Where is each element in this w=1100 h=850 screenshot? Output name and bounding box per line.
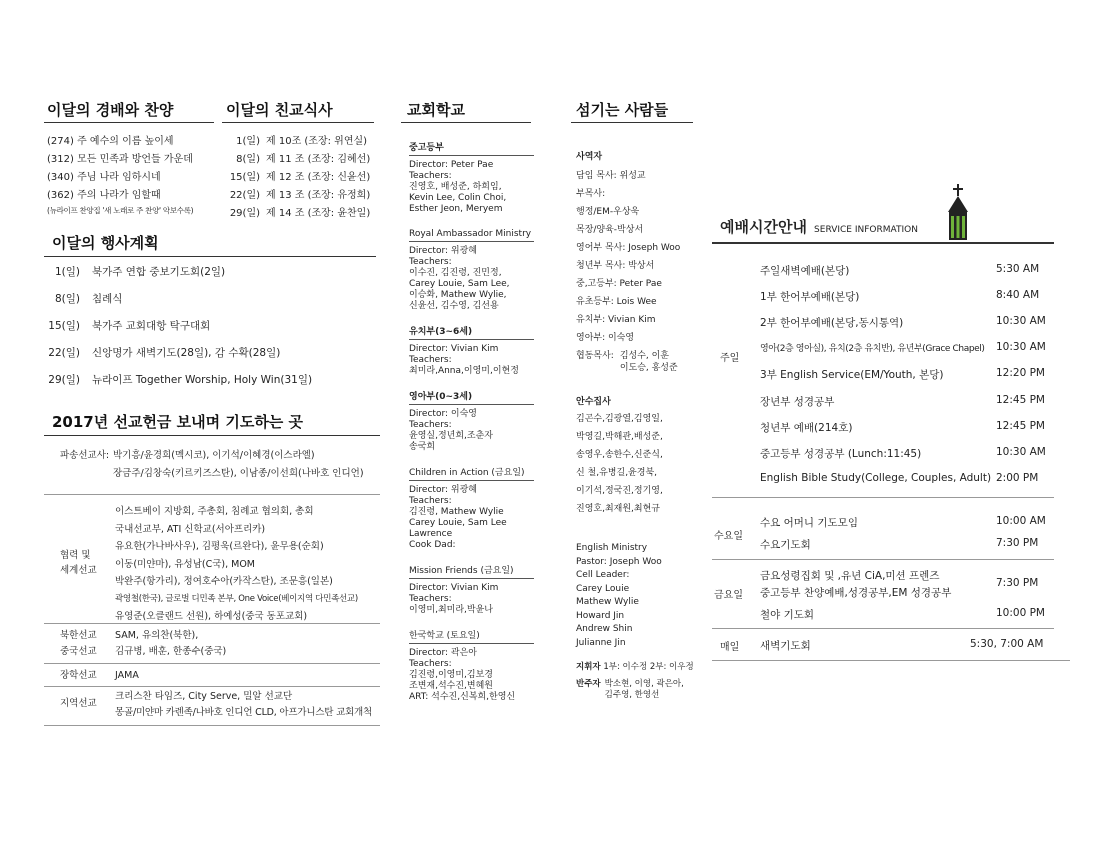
line: 김진령,이영미,김보경: [409, 670, 493, 680]
line: Director: Peter Pae: [409, 160, 494, 170]
events-title: 이달의 행사계획: [52, 234, 159, 252]
worship-title: 이달의 경배와 찬양: [47, 101, 174, 119]
line: Kevin Lee, Colin Choi,: [409, 193, 507, 203]
list-item: 신 철,유병길,윤경북,: [576, 468, 657, 478]
school-group: [409, 229, 534, 312]
list-item: 담임 목사: 위성교: [576, 171, 646, 181]
line: ART: 석수진,신복희,한영신: [409, 692, 516, 702]
list-item: 영어부 목사: Joseph Woo: [576, 243, 681, 253]
list-item: 박영길,박해관,배성준,: [576, 432, 663, 442]
list-item: 이동(미얀마), 유성남(C국), MOM: [115, 558, 256, 570]
line: 송국희: [409, 442, 436, 452]
list-item: 박완주(항가리), 정여호수아(카작스탄), 조문흥(일본): [115, 576, 333, 587]
service-name: 철야 기도회: [760, 609, 815, 621]
line: 신윤선, 김수영, 김선용: [409, 301, 499, 311]
list-item: 송영우,송한수,신준식,: [576, 450, 663, 460]
list-item: 1(일) 북가주 연합 중보기도회(2일): [54, 266, 226, 278]
line: Teachers:: [409, 420, 452, 430]
line: Andrew Shin: [576, 624, 633, 634]
group-name: 한국학교 (토요일): [409, 628, 534, 644]
line: 진영호, 배성준, 하희임,: [409, 182, 502, 192]
list-item: 국내선교부, ATI 신학교(서아프리카): [115, 523, 266, 535]
list-item: 유영준(오클랜드 선원), 하예성(중국 동포교회): [115, 611, 308, 622]
line: Julianne Jin: [576, 637, 626, 648]
nk-text: SAM, 유의찬(북한),: [115, 630, 199, 641]
line: Cook Dad:: [409, 540, 456, 550]
service-time: 5:30 AM: [996, 263, 1040, 275]
missions-title: 2017년 선교헌금 보내며 기도하는 곳: [52, 413, 304, 431]
school-group: [409, 465, 534, 551]
line: Carey Louie: [576, 583, 630, 594]
service-time: 10:30 AM: [996, 315, 1046, 327]
line: Director: 위광혜: [409, 246, 477, 256]
group-name: Mission Friends (금요일): [409, 563, 534, 579]
school-group: [409, 389, 534, 453]
line: Pastor: Joseph Woo: [576, 556, 662, 567]
coop-list: [115, 503, 358, 626]
line: 김진령, Mathew Wylie: [409, 507, 504, 517]
service-name: 중고등부 찬양예배,성경공부,EM 성경공부: [760, 587, 952, 599]
service-name: 수요기도회: [760, 539, 811, 551]
list-item: (312) 모든 민족과 방언들 가운데: [47, 154, 193, 165]
line: Howard Jin: [576, 610, 625, 621]
list-item: 15(일) 제 12 조 (조장: 신윤선): [229, 172, 371, 183]
fellowship-list: [222, 133, 382, 223]
line: Teachers:: [409, 257, 452, 267]
group-name: 유치부(3~6세): [409, 324, 534, 340]
list-item: 22(일) 신앙명가 새벽기도(28일), 감 수확(28일): [48, 347, 281, 359]
list-item: 8(일) 침례식: [54, 293, 123, 305]
school-groups: [409, 140, 534, 703]
line: Carey Louie, Sam Lee,: [409, 279, 510, 289]
line: Teachers:: [409, 659, 452, 669]
line: Carey Louie, Sam Lee: [409, 518, 507, 528]
service-name: 영아(2층 영아실), 유치(2층 유치반), 유년부(Grace Chapel): [760, 344, 985, 354]
fellowship-title: 이달의 친교식사: [226, 101, 333, 119]
school-group: [409, 563, 534, 616]
staff-head: 사역자: [576, 152, 603, 162]
assoc-pastors: 협동목사: 김성수, 이훈 이도승, 홍성준: [576, 351, 678, 373]
line: 최미라,Anna,이영미,이현정: [409, 366, 519, 376]
line: Teachers:: [409, 355, 452, 365]
list-item: 29(일) 뉴라이프 Together Worship, Holy Win(31일): [48, 374, 313, 386]
line: Lawrence: [409, 529, 453, 539]
service-name: 새벽기도회: [760, 640, 811, 652]
list-item: 이기석,정국진,정기영,: [576, 486, 663, 496]
service-name: 청년부 예배(214호): [760, 422, 853, 434]
service-time: 5:30, 7:00 AM: [970, 638, 1044, 650]
service-name: 금요성령집회 및 ,유년 CiA,미션 프렌즈: [760, 570, 940, 582]
list-item: 유초등부: Lois Wee: [576, 297, 657, 307]
list-item: (274) 주 예수의 이름 높이세: [47, 136, 174, 147]
sch-label: 장학선교: [60, 670, 97, 681]
service-time: 2:00 PM: [996, 472, 1039, 484]
service-name: 1부 한어부예배(본당): [760, 291, 860, 303]
line: Director: 이숙영: [409, 409, 477, 419]
worship-note: (뉴라이프 찬양집 '새 노래로 주 찬양' 악보수록): [47, 206, 194, 215]
line: Teachers:: [409, 496, 452, 506]
service-name: 2부 한어부예배(본당,동시통역): [760, 317, 904, 329]
service-time: 12:45 PM: [996, 420, 1045, 432]
list-item: 유치부: Vivian Kim: [576, 315, 656, 325]
daily-label: 매일: [720, 642, 740, 653]
service-time: 7:30 PM: [996, 537, 1039, 549]
cn-label: 중국선교: [60, 646, 97, 657]
line: 이수진, 김진령, 진민정,: [409, 268, 502, 278]
service-time: 10:30 AM: [996, 341, 1046, 353]
school-title: 교회학교: [407, 101, 465, 119]
accompanist: 반주자 박소현, 이영, 곽은아, 김주영, 한영선: [576, 679, 684, 700]
group-name: 영아부(0~3세): [409, 389, 534, 405]
list-item: 부목사:: [576, 189, 606, 199]
regional-label: 지역선교: [60, 698, 97, 709]
service-time: 10:00 PM: [996, 607, 1045, 619]
line: Teachers:: [409, 594, 452, 604]
line: Cell Leader:: [576, 570, 630, 580]
list-item: 곽영철(한국), 글로벌 디민족 본부, One Voice(베이지역 다민족선교): [115, 593, 358, 604]
service-time: 8:40 AM: [996, 289, 1040, 301]
group-name: 중고등부: [409, 140, 534, 156]
list-item: (340) 주님 나라 임하시네: [47, 172, 161, 183]
list-item: 영아부: 이숙영: [576, 333, 635, 343]
worship-list: [47, 133, 193, 216]
sent-line2: 장금주/김창숙(키르키즈스탄), 이남종/이선희(나바호 인디언): [113, 468, 364, 479]
line: Esther Jeon, Meryem: [409, 204, 503, 214]
list-item: (362) 주의 나라가 임할때: [47, 190, 161, 201]
list-item: 이스트베이 지방회, 주총회, 침례교 협의회, 총회: [115, 506, 314, 517]
sunday-label: 주일: [720, 353, 740, 364]
regional-line2: 몽골/미얀마 카렌족/나바호 인디언 CLD, 아프가니스탄 교회개척: [115, 707, 373, 718]
church-icon: [940, 184, 976, 242]
regional-line1: 크리스찬 타임즈, City Serve, 밀알 선교단: [115, 691, 293, 702]
school-group: [409, 324, 534, 377]
list-item: 22(일) 제 13 조 (조장: 유정희): [229, 190, 371, 201]
conductor: 지휘자 1부: 이수정 2부: 이우정: [576, 662, 694, 672]
line: Director: 위광혜: [409, 485, 477, 495]
service-time: 12:45 PM: [996, 394, 1045, 406]
service-name: 중고등부 성경공부 (Lunch:11:45): [760, 448, 922, 460]
list-item: 8(일) 제 11 조 (조장: 김혜선): [236, 154, 371, 165]
line: Director: Vivian Kim: [409, 344, 499, 354]
line: 조변재,석수진,변혜원: [409, 681, 493, 691]
list-item: 진영호,최재원,최현규: [576, 504, 660, 514]
deacon-head: 안수집사: [576, 397, 611, 407]
coop-label: 협력 및 세계선교: [60, 550, 97, 576]
sent-label: 파송선교사:: [60, 450, 110, 461]
service-time: 12:20 PM: [996, 367, 1045, 379]
line: Director: 곽은아: [409, 648, 477, 658]
line: Teachers:: [409, 171, 452, 181]
service-name: 수요 어머니 기도모임: [760, 517, 858, 529]
list-item: 청년부 목사: 박상서: [576, 261, 655, 271]
service-time: 10:30 AM: [996, 446, 1046, 458]
service-name: English Bible Study(College, Couples, Adult): [760, 472, 992, 484]
list-item: 유요한(가나바사우), 김평욱(르완다), 윤무용(순회): [115, 541, 324, 552]
service-name: 3부 English Service(EM/Youth, 본당): [760, 369, 944, 381]
list-item: 1(일) 제 10조 (조장: 위연실): [236, 136, 368, 147]
servants-block: [576, 149, 706, 701]
list-item: 목장/양육-박상서: [576, 225, 644, 235]
service-time: 10:00 AM: [996, 515, 1046, 527]
line: Director: Vivian Kim: [409, 583, 499, 593]
servants-title: 섬기는 사람들: [576, 101, 669, 119]
group-name: Children in Action (금요일): [409, 465, 534, 481]
list-item: 29(일) 제 14 조 (조장: 윤찬일): [229, 208, 371, 219]
cn-text: 김규병, 배훈, 한종수(중국): [115, 646, 227, 657]
line: 이승화, Mathew Wylie,: [409, 290, 507, 300]
list-item: 중,고등부: Peter Pae: [576, 279, 662, 289]
line: Mathew Wylie: [576, 597, 639, 607]
list-item: 행정/EM-우상욱: [576, 207, 640, 217]
wed-label: 수요일: [714, 531, 743, 542]
list-item: 김곤수,김광열,김영일,: [576, 414, 663, 424]
school-group: [409, 140, 534, 215]
line: 윤영실,정년희,조춘자: [409, 431, 493, 441]
sch-text: JAMA: [115, 670, 139, 681]
service-title: 예배시간안내 SERVICE INFORMATION: [720, 218, 918, 236]
line: 이영미,최미라,박윤나: [409, 605, 493, 615]
em-block: [576, 542, 706, 650]
service-name: 주일새벽예배(본당): [760, 265, 850, 277]
sent-line1: 박기흥/윤경희(멕시코), 이기석/이혜경(이스라엘): [113, 450, 315, 461]
list-item: 15(일) 북가주 교회대항 탁구대회: [48, 320, 211, 332]
service-name: 장년부 성경공부: [760, 396, 835, 408]
line: English Ministry: [576, 543, 648, 553]
fri-label: 금요일: [714, 590, 743, 601]
events-list: [44, 266, 374, 401]
nk-label: 북한선교: [60, 630, 97, 641]
group-name: Royal Ambassador Ministry: [409, 229, 534, 242]
service-time: 7:30 PM: [996, 577, 1039, 589]
school-group: [409, 628, 534, 703]
